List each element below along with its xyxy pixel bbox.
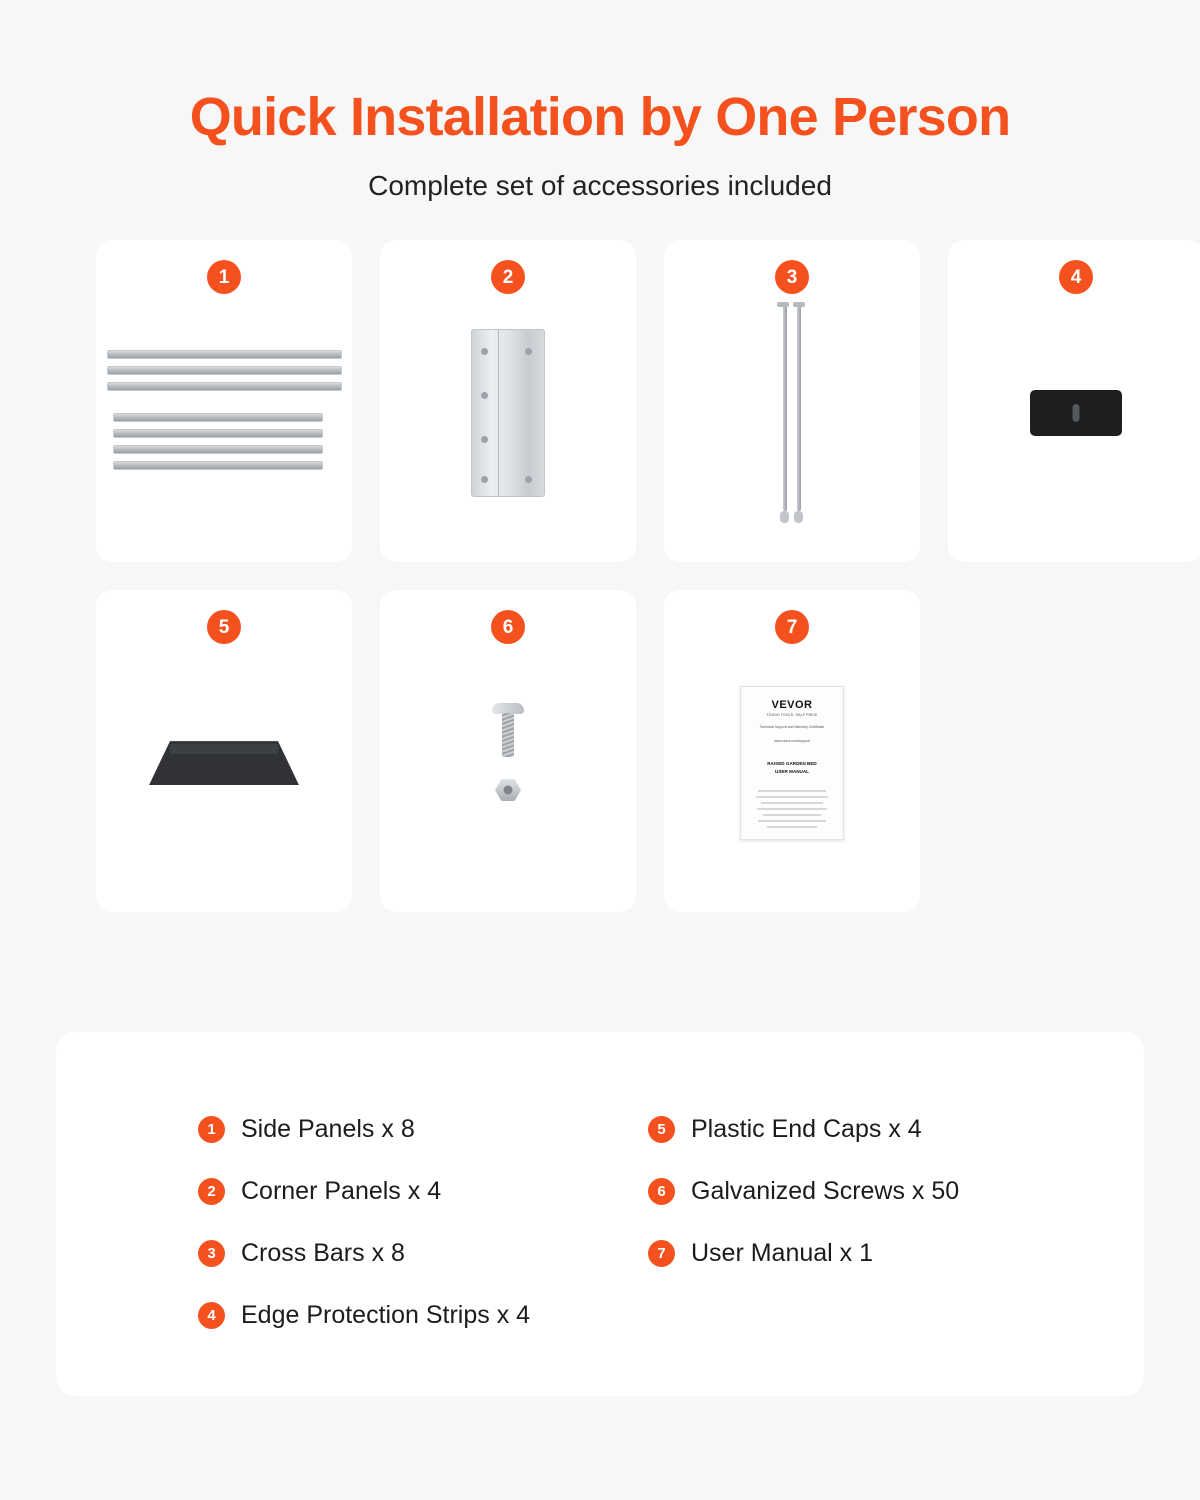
nut xyxy=(495,779,521,801)
legend-item-side-panels xyxy=(198,1098,638,1160)
rod-foot xyxy=(780,511,789,523)
rod-foot xyxy=(794,511,803,523)
legend-item-galvanized-screws xyxy=(648,1160,1088,1222)
screw-hole xyxy=(481,476,488,483)
part-badge-4: 4 xyxy=(1059,260,1093,294)
part-badge-6: 6 xyxy=(491,610,525,644)
cross-bar-rod xyxy=(797,305,801,511)
corner-panel-illustration xyxy=(380,293,636,533)
part-card-corner-panels xyxy=(380,240,636,562)
legend-label-6: Galvanized Screws x 50 xyxy=(691,1176,960,1205)
screw-hole xyxy=(525,476,532,483)
legend-badge-1: 1 xyxy=(198,1116,225,1143)
legend-item-corner-panels xyxy=(198,1160,638,1222)
parts-grid xyxy=(48,240,1152,912)
part-badge-5: 5 xyxy=(207,610,241,644)
screw-hole xyxy=(525,348,532,355)
legend-label-7: User Manual x 1 xyxy=(691,1238,874,1267)
manual-title-line-2: USER MANUAL xyxy=(775,768,809,774)
screw-shank xyxy=(502,713,514,757)
panel-strip xyxy=(107,382,342,391)
legend-label-1: Side Panels x 8 xyxy=(241,1114,415,1143)
header xyxy=(0,0,1200,202)
part-card-user-manual xyxy=(664,590,920,912)
part-card-galvanized-screws xyxy=(380,590,636,912)
screw-hole xyxy=(481,436,488,443)
part-badge-1: 1 xyxy=(207,260,241,294)
manual-title-line-1: RAISED GARDEN BED xyxy=(767,760,817,766)
legend-badge-4: 4 xyxy=(198,1302,225,1329)
manual-tagline: TOUGH TOOLS, HALF PRICE xyxy=(766,713,818,718)
edge-protection-strip-illustration xyxy=(948,293,1200,533)
part-badge-7: 7 xyxy=(775,610,809,644)
part-badge-2: 2 xyxy=(491,260,525,294)
panel-strip xyxy=(107,350,342,359)
manual-text-lines xyxy=(750,790,834,828)
manual-brand: VEVOR xyxy=(771,699,813,712)
part-badge-3: 3 xyxy=(775,260,809,294)
legend-item-plastic-end-caps xyxy=(648,1098,1088,1160)
legend-label-4: Edge Protection Strips x 4 xyxy=(241,1300,531,1329)
legend-item-cross-bars xyxy=(198,1222,638,1284)
part-card-plastic-end-caps xyxy=(96,590,352,912)
panel-strip xyxy=(113,461,323,470)
legend-label-3: Cross Bars x 8 xyxy=(241,1238,405,1267)
user-manual-illustration xyxy=(664,643,920,883)
legend-badge-3: 3 xyxy=(198,1240,225,1267)
screw-hole xyxy=(481,392,488,399)
legend-item-user-manual xyxy=(648,1222,1088,1284)
parts-legend-panel xyxy=(56,1032,1144,1396)
manual-support-line: Technical Support and Warranty Certificate xyxy=(759,725,825,730)
part-card-cross-bars xyxy=(664,240,920,562)
screw-hole xyxy=(481,348,488,355)
part-card-edge-protection-strips xyxy=(948,240,1200,562)
page-subtitle: Complete set of accessories included xyxy=(368,170,832,202)
galvanized-screw-illustration xyxy=(380,643,636,883)
plastic-end-cap-illustration xyxy=(96,643,352,883)
legend-label-5: Plastic End Caps x 4 xyxy=(691,1114,922,1143)
panel-strip xyxy=(113,413,323,422)
legend-badge-6: 6 xyxy=(648,1178,675,1205)
legend-label-2: Corner Panels x 4 xyxy=(241,1176,442,1205)
legend-item-edge-protection-strips xyxy=(198,1284,638,1346)
rod-head xyxy=(777,302,789,307)
legend-badge-5: 5 xyxy=(648,1116,675,1143)
panel-strip xyxy=(107,366,342,375)
cross-bar-rod xyxy=(783,305,787,511)
legend-badge-7: 7 xyxy=(648,1240,675,1267)
cross-bars-illustration xyxy=(664,293,920,533)
side-panels-illustration xyxy=(96,293,352,533)
manual-support-url: www.vevor.com/support xyxy=(774,738,810,743)
page-title: Quick Installation by One Person xyxy=(189,87,1011,147)
part-card-side-panels xyxy=(96,240,352,562)
legend-badge-2: 2 xyxy=(198,1178,225,1205)
rod-head xyxy=(793,302,805,307)
panel-strip xyxy=(113,429,323,438)
panel-strip xyxy=(113,445,323,454)
